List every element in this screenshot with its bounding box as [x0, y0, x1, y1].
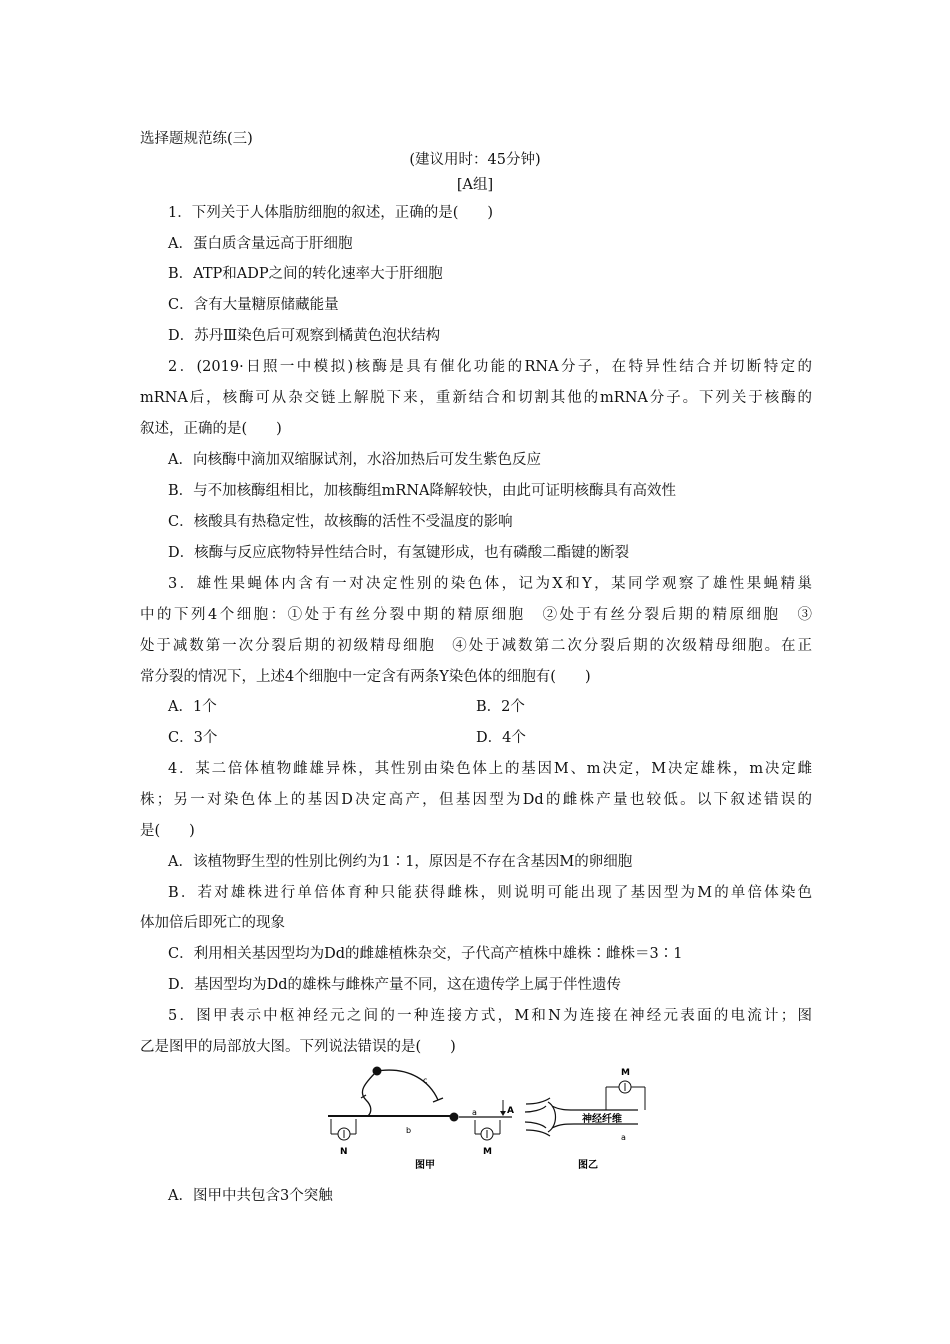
- label-a2: a: [621, 1133, 626, 1142]
- q4-stem-line3: 是( ): [140, 823, 195, 839]
- q4-option-c: C．利用相关基因型均为Dd的雌雄植株杂交，子代高产植株中雄株∶雌株＝3∶1: [168, 946, 683, 962]
- q1-option-d: D．苏丹Ⅲ染色后可观察到橘黄色泡状结构: [168, 328, 441, 344]
- q3-option-d: D．4个: [476, 730, 526, 746]
- q2-option-d: D．核酶与反应底物特异性结合时，有氢键形成，也有磷酸二酯键的断裂: [168, 545, 630, 561]
- q4-option-d: D．基因型均为Dd的雄株与雌株产量不同，这在遗传学上属于伴性遗传: [168, 977, 622, 993]
- q5-stem-line2: 乙是图甲的局部放大图。下列说法错误的是( ): [140, 1039, 456, 1055]
- q5-option-a: A．图甲中共包含3个突触: [168, 1188, 333, 1204]
- figure-jia: [328, 1067, 514, 1172]
- fiber-top: [552, 1106, 638, 1110]
- q3-stem-line1: 3．雄性果蝇体内含有一对决定性别的染色体，记为X和Y，某同学观察了雄性果蝇精巢: [168, 576, 812, 592]
- terminal-outline: [526, 1098, 550, 1136]
- label-a: a: [472, 1108, 477, 1117]
- label-fiber: 神经纤维: [582, 1114, 622, 1125]
- q4-option-b-line2: 体加倍后即死亡的现象: [140, 915, 285, 931]
- group-label: [A组]: [456, 177, 494, 193]
- q2-option-c: C．核酸具有热稳定性，故核酶的活性不受温度的影响: [168, 514, 513, 530]
- time-note: (建议用时：45分钟): [409, 152, 541, 168]
- page-title: 选择题规范练(三): [140, 131, 253, 147]
- q3-stem-line3: 处于减数第一次分裂后期的初级精母细胞 ④处于减数第二次分裂后期的次级精母细胞。在正: [140, 638, 812, 654]
- q2-option-a: A．向核酶中滴加双缩脲试剂，水浴加热后可发生紫色反应: [168, 452, 541, 468]
- figure-neurons: [320, 1062, 650, 1172]
- q1-option-a: A．蛋白质含量远高于肝细胞: [168, 236, 353, 252]
- branch-c: [377, 1070, 438, 1100]
- label-A: A: [507, 1106, 514, 1116]
- q4-stem-line2: 株；另一对染色体上的基因D决定高产，但基因型为Dd的雌株产量也较低。以下叙述错误的: [140, 792, 812, 808]
- caption-yi: 图乙: [578, 1160, 598, 1171]
- label-b: b: [406, 1126, 412, 1135]
- stimulus-arrowhead: [500, 1111, 506, 1116]
- q4-option-b-line1: B．若对雄株进行单倍体育种只能获得雌株，则说明可能出现了基因型为M的单倍体染色: [168, 885, 812, 901]
- branch-left: [362, 1071, 377, 1116]
- q2-stem-line2: mRNA后，核酶可从杂交链上解脱下来，重新结合和切割其他的mRNA分子。下列关于核酶的: [140, 390, 812, 406]
- q1-stem: 1．下列关于人体脂肪细胞的叙述，正确的是( ): [168, 205, 494, 221]
- label-N: N: [340, 1147, 348, 1157]
- figure-yi: [525, 1068, 645, 1171]
- q2-stem-line1: 2．(2019·日照一中模拟)核酶是具有催化功能的RNA分子，在特异性结合并切断特定的: [168, 359, 812, 375]
- q4-option-a: A．该植物野生型的性别比例约为1∶1，原因是不存在含基因M的卵细胞: [168, 854, 633, 870]
- neuron-soma-right: [450, 1113, 459, 1122]
- q2-stem-line3: 叙述，正确的是( ): [140, 421, 282, 437]
- q1-option-b: B．ATP和ADP之间的转化速率大于肝细胞: [168, 266, 443, 282]
- q1-option-c: C．含有大量糖原储藏能量: [168, 297, 339, 313]
- q3-stem-line2: 中的下列4个细胞：①处于有丝分裂中期的精原细胞 ②处于有丝分裂后期的精原细胞 ③: [140, 607, 812, 623]
- label-M: M: [483, 1147, 492, 1157]
- label-c: c: [423, 1076, 428, 1085]
- q5-stem-line1: 5．图甲表示中枢神经元之间的一种连接方式，M和N为连接在神经元表面的电流计；图: [168, 1008, 812, 1024]
- caption-jia: 图甲: [415, 1160, 435, 1171]
- q3-option-a: A．1个: [168, 699, 217, 715]
- q2-option-b: B．与不加核酶组相比，加核酶组mRNA降解较快，由此可证明核酶具有高效性: [168, 483, 676, 499]
- label-M2: M: [621, 1068, 630, 1078]
- q3-option-b: B．2个: [476, 699, 525, 715]
- q3-option-c: C．3个: [168, 730, 218, 746]
- q4-stem-line1: 4．某二倍体植物雌雄异株，其性别由染色体上的基因M、m决定，M决定雄株，m决定雌: [168, 761, 812, 777]
- terminal-knob: [525, 1106, 546, 1128]
- q3-stem-line4: 常分裂的情况下，上述4个细胞中一定含有两条Y染色体的细胞有( ): [140, 669, 591, 685]
